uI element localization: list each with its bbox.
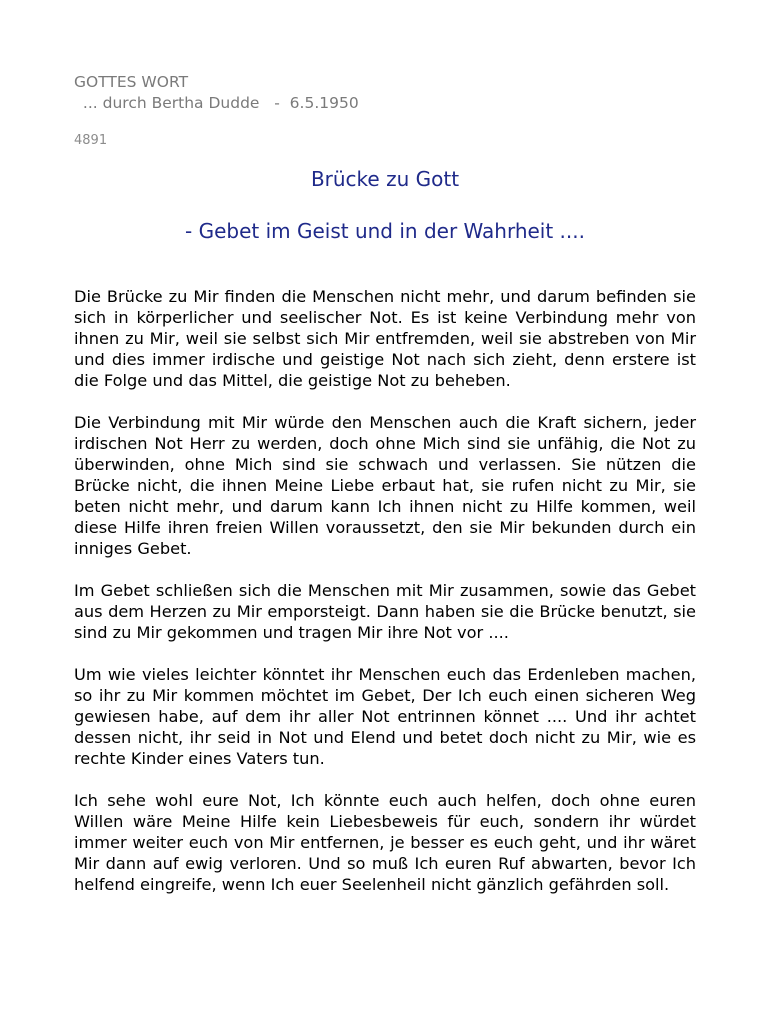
paragraph: Im Gebet schließen sich die Menschen mit Mir zusammen, sowie das Gebet aus dem Herzen zu Mir emporsteigt. Dann haben sie die Brücke benutzt, sie sind zu Mir gekommen und tragen Mir ihre Not vor .... (74, 581, 696, 642)
paragraph: Die Brücke zu Mir finden die Menschen nicht mehr, und darum befinden sie sich in körperlicher und seelischer Not. Es ist keine Verbindung mehr von ihnen zu Mir, weil sie selbst sich Mir entfremden, weil sie abstreben von Mir und dies immer irdische und geistige Not nach sich zieht, denn erstere ist die Folge und das Mittel, die geistige Not zu beheben. (74, 287, 696, 390)
document-number: 4891 (74, 133, 108, 148)
document-body (74, 286, 696, 895)
paragraph: Die Verbindung mit Mir würde den Menschen auch die Kraft sichern, jeder irdischen Not Herr zu werden, doch ohne Mich sind sie unfähig, die Not zu überwinden, ohne Mich sind sie schwach und verlassen. Sie nützen die Brücke nicht, die ihnen Meine Liebe erbaut hat, sie rufen nicht zu Mir, sie beten nicht mehr, und darum kann Ich ihnen nicht zu Hilfe kommen, weil diese Hilfe ihren freien Willen voraussetzt, den sie Mir bekunden durch ein inniges Gebet. (74, 413, 696, 558)
document-title: Brücke zu Gott (310, 167, 460, 191)
paragraph: Ich sehe wohl eure Not, Ich könnte euch auch helfen, doch ohne euren Willen wäre Meine Hilfe kein Liebesbeweis für euch, sondern ihr würdet immer weiter euch von Mir entfernen, je besser es euch geht, und ihr wäret Mir dann auf ewig verloren. Und so muß Ich euren Ruf abwarten, bevor Ich helfend eingreife, wenn Ich euer Seelenheil nicht gänzlich gefährden soll. (74, 791, 696, 894)
document-subtitle: - Gebet im Geist und in der Wahrheit .... (185, 219, 585, 243)
author-date-line: ... durch Bertha Dudde - 6.5.1950 (78, 94, 359, 112)
source-title: GOTTES WORT (74, 73, 189, 91)
document-page (74, 72, 696, 916)
paragraph: Um wie vieles leichter könntet ihr Menschen euch das Erdenleben machen, so ihr zu Mir kommen möchtet im Gebet, Der Ich euch einen sicheren Weg gewiesen habe, auf dem ihr aller Not entrinnen könnet .... Und ihr achtet dessen nicht, ihr seid in Not und Elend und betet doch nicht zu Mir, wie es rechte Kinder eines Vaters tun. (74, 665, 696, 768)
